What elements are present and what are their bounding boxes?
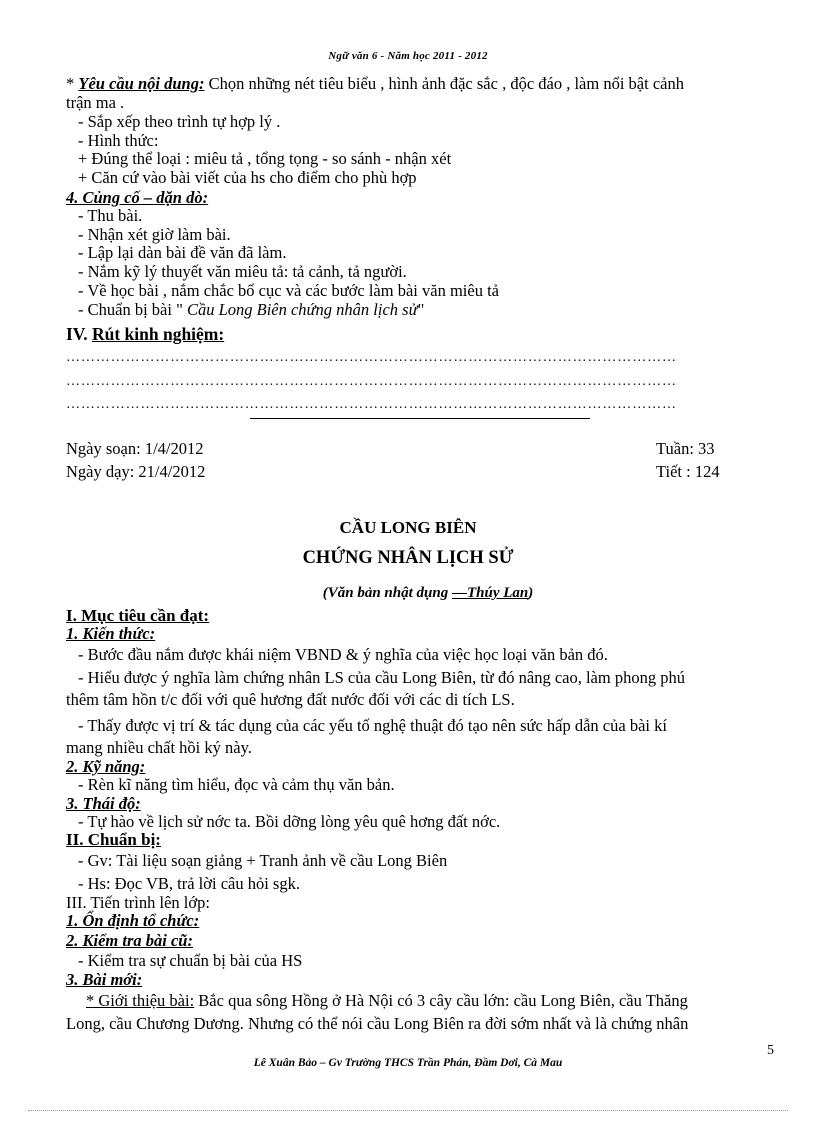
list-item: - Về học bài , nắm chắc bố cục và các bước làm bài văn miêu tả [78,281,499,300]
intro-paragraph: * Giới thiệu bài: Bắc qua sông Hồng ở Hà Nội có 3 cây cầu lớn: cầu Long Biên, cầu Thăng [86,991,688,1010]
subheading-knowledge: 1. Kiến thức: [66,624,156,643]
divider [250,418,590,419]
intro-paragraph-cont: Long, cầu Chương Dương. Nhưng có thể nói cầu Long Biên ra đời sớm nhất và là chứng nhân [66,1014,689,1033]
list-item: - Lập lại dàn bài đề văn đã làm. [78,243,287,262]
list-item: - Thu bài. [78,206,143,225]
page-bottom-border [28,1110,788,1111]
dotted-line: …………………………………………………………………………………………………………… [66,350,677,365]
section-heading-preparation: II. Chuẩn bị: [66,830,161,849]
section-heading-objectives: I. Mục tiêu cần đạt: [66,606,210,625]
list-item: + Đúng thể loại : miêu tả , tổng tọng - so sánh - nhận xét [78,149,452,168]
list-item: - Gv: Tài liệu soạn giảng + Tranh ảnh về cầu Long Biên [78,851,448,870]
list-item: - Hs: Đọc VB, trả lời câu hỏi sgk. [78,874,300,893]
list-item: - Bước đầu nắm được khái niệm VBND & ý nghĩa của việc học loại văn bản đó. [78,645,608,664]
page-footer: Lê Xuân Bảo – Gv Trường THCS Trần Phán, Đầm Dơi, Cà Mau [253,1057,563,1069]
list-item: - Nắm kỹ lý thuyết văn miêu tả: tả cảnh, tả người. [78,262,407,281]
period-number: Tiết : 124 [656,462,720,481]
section-heading-experience: IV. Rút kinh nghiệm: [66,324,225,344]
section-heading-consolidate: 4. Củng cố – dặn dò: [66,188,209,207]
content-requirement-label: Yêu cầu nội dung: [78,74,205,93]
teach-date: Ngày dạy: 21/4/2012 [66,462,206,481]
content-requirement-cont: trận ma . [66,93,125,112]
subheading-attitude: 3. Thái độ: [66,794,141,813]
section-heading-process: III. Tiến trình lên lớp: [66,893,210,912]
page-number: 5 [767,1043,774,1058]
step-new-lesson: 3. Bài mới: [66,970,143,989]
prep-date: Ngày soạn: 1/4/2012 [66,439,204,458]
lesson-title-line2: CHỨNG NHÂN LỊCH SỬ [302,548,514,568]
list-item: - Sắp xếp theo trình tự hợp lý . [78,112,281,131]
list-item: - Hình thức: [78,131,159,150]
list-item: - Nhận xét giờ làm bài. [78,225,231,244]
step-check-old-lesson: 2. Kiểm tra bài cũ: [66,931,193,950]
subheading-skills: 2. Kỹ năng: [66,757,146,776]
week-number: Tuần: 33 [656,439,715,458]
list-item: - Rèn kĩ năng tìm hiểu, đọc và cảm thụ văn bản. [78,775,395,794]
list-item: - Kiểm tra sự chuẩn bị bài của HS [78,951,303,970]
list-item-cont: thêm tâm hồn t/c đối với quê hương đất nước đối với các di tích LS. [66,690,515,709]
dotted-line: …………………………………………………………………………………………………………… [66,374,677,389]
list-item-cont: mang nhiều chất hồi ký này. [66,738,252,757]
page-header: Ngữ văn 6 - Năm học 2011 - 2012 [328,50,488,62]
content-requirement-line: * Yêu cầu nội dung: Chọn những nét tiêu biểu , hình ảnh đặc sắc , độc đáo , làm nổi bật cảnh [66,74,684,93]
lesson-title-line1: CẦU LONG BIÊN [339,518,477,537]
list-item: - Thấy được vị trí & tác dụng của các yếu tố nghệ thuật đó tạo nên sức hấp dẫn của bài kí [78,716,667,735]
step-stabilize: 1. Ổn định tổ chức: [66,911,200,930]
prepare-next-lesson: - Chuẩn bị bài " Cầu Long Biên chứng nhân lịch sử" [78,300,425,319]
list-item: - Tự hào về lịch sử nớc ta. Bồi dỡng lòng yêu quê hơng đất nớc. [78,812,501,831]
list-item: + Căn cứ vào bài viết của hs cho điểm cho phù hợp [78,168,417,187]
dotted-line: …………………………………………………………………………………………………………… [66,397,677,412]
list-item: - Hiểu được ý nghĩa làm chứng nhân LS của cầu Long Biên, từ đó nâng cao, làm phong phú [78,668,685,687]
lesson-subtitle: (Văn bản nhật dụng —Thúy Lan) [322,585,534,601]
